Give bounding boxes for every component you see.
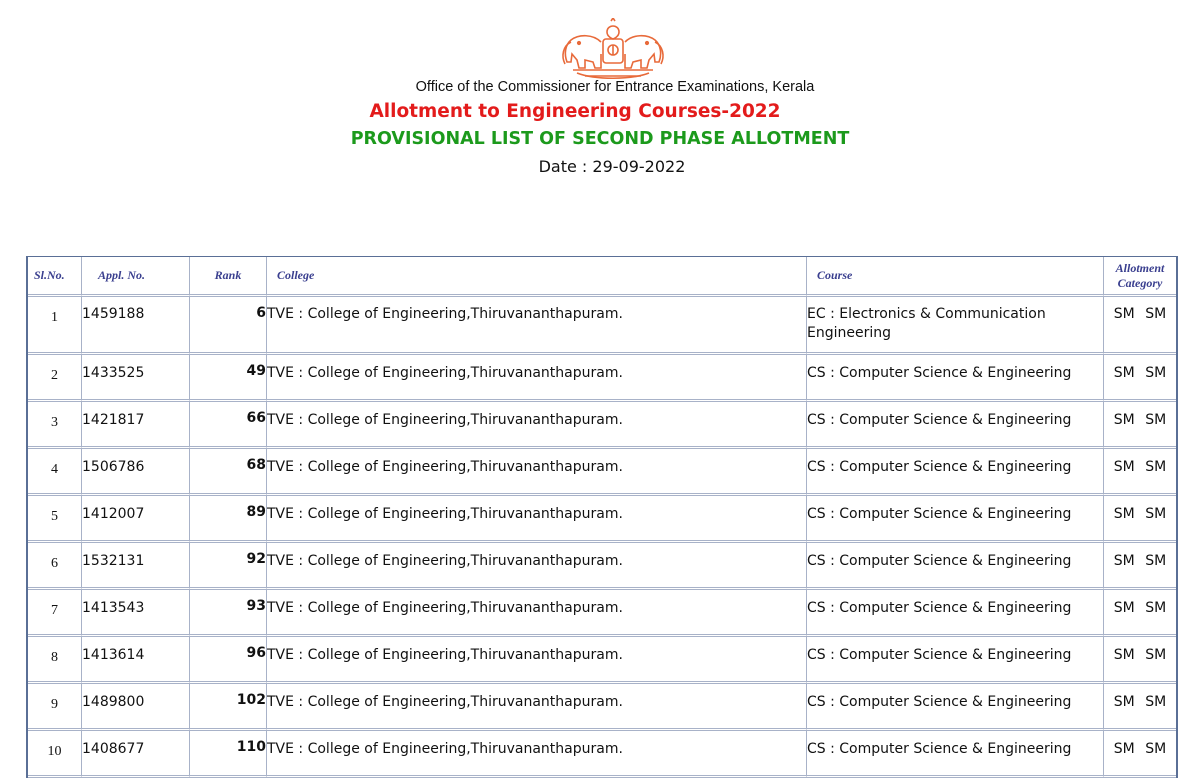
- office-title: Office of the Commissioner for Entrance Examinations, Kerala: [415, 79, 815, 95]
- cell-rank: 96: [190, 637, 267, 684]
- table-header-row: [28, 257, 1176, 297]
- allotment-title: Allotment to Engineering Courses-2022: [369, 101, 781, 122]
- cell-college: TVE : College of Engineering,Thiruvananthapuram.: [267, 355, 807, 402]
- cell-rank: 102: [190, 684, 267, 731]
- cell-rank: 66: [190, 402, 267, 449]
- cell-college: TVE : College of Engineering,Thiruvananthapuram.: [267, 449, 807, 496]
- cell-allotment-category: SM SM: [1104, 496, 1176, 543]
- cell-course: EC : Electronics & Communication Engineering: [807, 297, 1104, 355]
- cell-sl-no: 7: [28, 590, 82, 637]
- cell-rank: 89: [190, 496, 267, 543]
- cell-rank: 92: [190, 543, 267, 590]
- cell-rank: 6: [190, 297, 267, 355]
- cell-course: CS : Computer Science & Engineering: [807, 402, 1104, 449]
- date-text: Date : 29-09-2022: [538, 157, 686, 176]
- column-header-course: Course: [807, 257, 1104, 297]
- column-header-sl-no: Sl.No.: [28, 257, 82, 297]
- cell-appl-no: 1506786: [82, 449, 190, 496]
- cell-appl-no: 1408677: [82, 731, 190, 778]
- cell-college: TVE : College of Engineering,Thiruvananthapuram.: [267, 590, 807, 637]
- column-header-appl-no: Appl. No.: [82, 257, 190, 297]
- cell-sl-no: 4: [28, 449, 82, 496]
- cell-college: TVE : College of Engineering,Thiruvananthapuram.: [267, 496, 807, 543]
- cell-college: TVE : College of Engineering,Thiruvananthapuram.: [267, 402, 807, 449]
- cell-college: TVE : College of Engineering,Thiruvananthapuram.: [267, 637, 807, 684]
- table-row: [28, 402, 1176, 449]
- cell-college: TVE : College of Engineering,Thiruvananthapuram.: [267, 543, 807, 590]
- cell-allotment-category: SM SM: [1104, 543, 1176, 590]
- cell-course: CS : Computer Science & Engineering: [807, 355, 1104, 402]
- cell-sl-no: 3: [28, 402, 82, 449]
- cell-course: CS : Computer Science & Engineering: [807, 449, 1104, 496]
- cell-appl-no: 1413614: [82, 637, 190, 684]
- cell-appl-no: 1412007: [82, 496, 190, 543]
- cell-course: CS : Computer Science & Engineering: [807, 496, 1104, 543]
- kerala-emblem-logo: [555, 18, 671, 82]
- cell-course: CS : Computer Science & Engineering: [807, 590, 1104, 637]
- table-row: [28, 449, 1176, 496]
- allotment-table: [26, 256, 1178, 778]
- cell-college: TVE : College of Engineering,Thiruvananthapuram.: [267, 731, 807, 778]
- cell-course: CS : Computer Science & Engineering: [807, 684, 1104, 731]
- table-row: [28, 590, 1176, 637]
- cell-sl-no: 1: [28, 297, 82, 355]
- cell-rank: 110: [190, 731, 267, 778]
- cell-sl-no: 8: [28, 637, 82, 684]
- cell-course: CS : Computer Science & Engineering: [807, 543, 1104, 590]
- cell-sl-no: 2: [28, 355, 82, 402]
- emblem-icon: [555, 18, 671, 82]
- cell-college: TVE : College of Engineering,Thiruvananthapuram.: [267, 297, 807, 355]
- cell-college: TVE : College of Engineering,Thiruvananthapuram.: [267, 684, 807, 731]
- table-row: [28, 543, 1176, 590]
- cell-allotment-category: SM SM: [1104, 684, 1176, 731]
- cell-sl-no: 5: [28, 496, 82, 543]
- cell-sl-no: 10: [28, 731, 82, 778]
- cell-appl-no: 1459188: [82, 297, 190, 355]
- cell-sl-no: 6: [28, 543, 82, 590]
- table-row: [28, 297, 1176, 355]
- cell-allotment-category: SM SM: [1104, 402, 1176, 449]
- cell-appl-no: 1413543: [82, 590, 190, 637]
- table-row: [28, 355, 1176, 402]
- cell-course: CS : Computer Science & Engineering: [807, 731, 1104, 778]
- cell-course: CS : Computer Science & Engineering: [807, 637, 1104, 684]
- cell-allotment-category: SM SM: [1104, 355, 1176, 402]
- cell-allotment-category: SM SM: [1104, 637, 1176, 684]
- cell-rank: 93: [190, 590, 267, 637]
- cell-allotment-category: SM SM: [1104, 449, 1176, 496]
- cell-allotment-category: SM SM: [1104, 297, 1176, 355]
- table-row: [28, 637, 1176, 684]
- table-row: [28, 731, 1176, 778]
- list-title: PROVISIONAL LIST OF SECOND PHASE ALLOTMENT: [350, 129, 850, 149]
- cell-allotment-category: SM SM: [1104, 731, 1176, 778]
- column-header-rank: Rank: [190, 257, 267, 297]
- table-row: [28, 496, 1176, 543]
- cell-appl-no: 1421817: [82, 402, 190, 449]
- cell-sl-no: 9: [28, 684, 82, 731]
- cell-appl-no: 1433525: [82, 355, 190, 402]
- cell-rank: 68: [190, 449, 267, 496]
- column-header-college: College: [267, 257, 807, 297]
- cell-appl-no: 1489800: [82, 684, 190, 731]
- cell-rank: 49: [190, 355, 267, 402]
- cell-allotment-category: SM SM: [1104, 590, 1176, 637]
- table-row: [28, 684, 1176, 731]
- cell-appl-no: 1532131: [82, 543, 190, 590]
- column-header-allotment-category: Allotment Category: [1104, 257, 1176, 297]
